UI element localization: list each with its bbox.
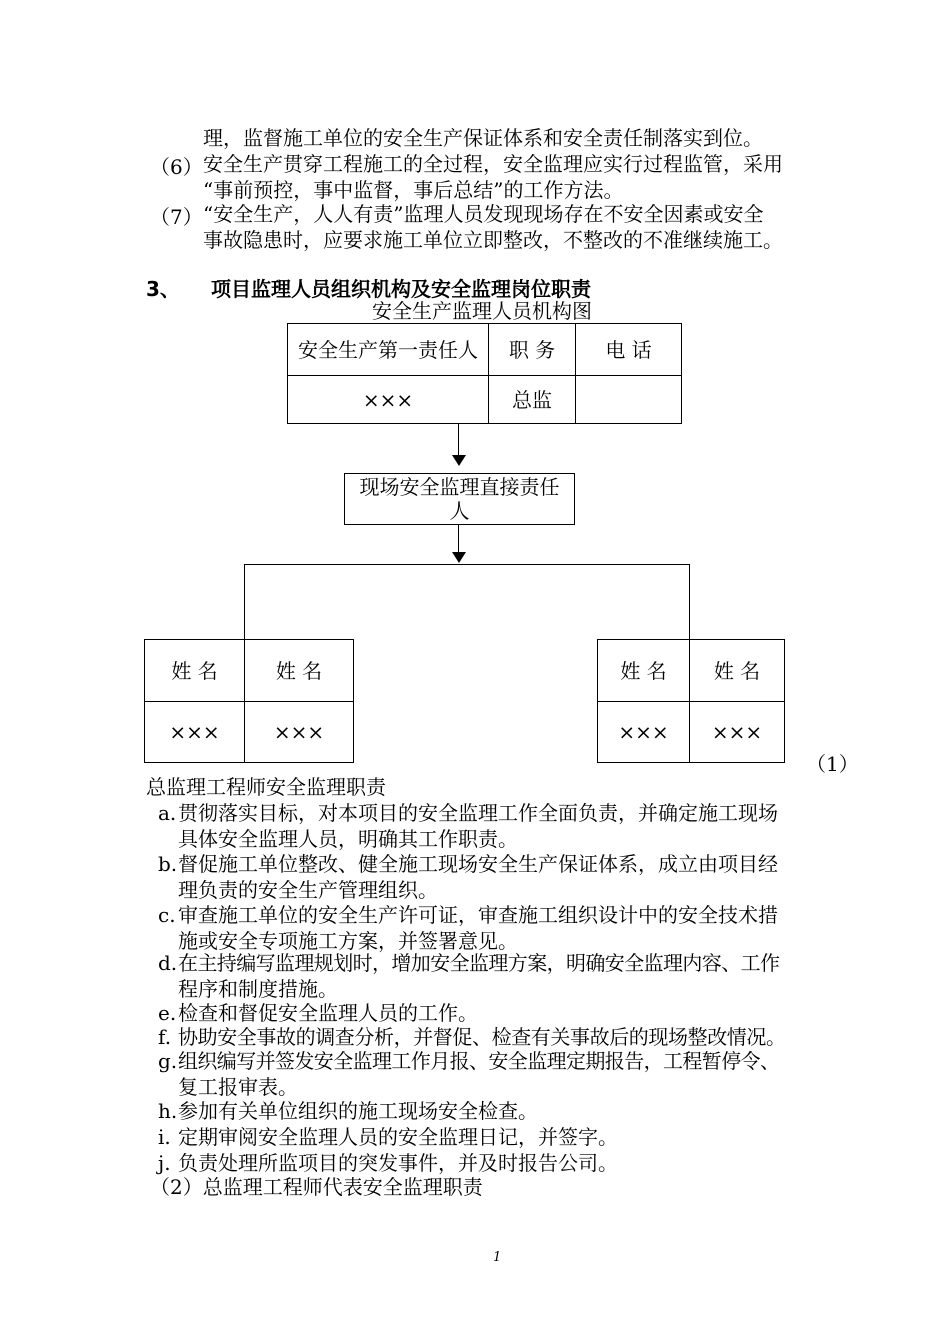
list-item-label: f.: [158, 1025, 172, 1049]
next-section-title: （2）总监理工程师代表安全监理职责: [150, 1175, 483, 1199]
list-item-text: 检查和督促安全监理人员的工作。: [178, 1001, 478, 1025]
header-phone: 电 话: [575, 323, 682, 376]
list-item-label: b.: [158, 852, 178, 876]
item-number: （6）: [150, 155, 203, 179]
staff-name-header: 姓 名: [689, 639, 785, 702]
list-item-text: 负责处理所监项目的突发事件，并及时报告公司。: [178, 1151, 618, 1175]
staff-name-header: 姓 名: [144, 639, 245, 702]
list-item-label: j.: [158, 1151, 171, 1175]
staff-name-value: ×××: [244, 701, 354, 763]
list-item-label: a.: [158, 801, 177, 825]
duties-title: 总监理工程师安全监理职责: [146, 775, 386, 799]
list-item-text: 组织编写并签发安全监理工作月报、安全监理定期报告，工程暂停令、: [178, 1049, 780, 1073]
list-item-label: d.: [158, 951, 178, 975]
intro-line: 事故隐患时，应要求施工单位立即整改，不整改的不准继续施工。: [203, 228, 783, 252]
list-item-text: 督促施工单位整改、健全施工现场安全生产保证体系，成立由项目经: [178, 852, 778, 876]
list-item-text: 贯彻落实目标，对本项目的安全监理工作全面负责，并确定施工现场: [178, 801, 778, 825]
list-item-text: 理负责的安全生产管理组织。: [178, 878, 438, 902]
item-number: （7）: [150, 205, 203, 229]
cell-position: 总监: [488, 375, 576, 424]
list-item-label: i.: [158, 1125, 171, 1149]
header-position: 职 务: [488, 323, 576, 376]
list-item-text: 审查施工单位的安全生产许可证，审查施工组织设计中的安全技术措: [178, 903, 778, 927]
list-item-label: g.: [158, 1049, 178, 1073]
connector-line: [458, 525, 459, 555]
intro-line: 安全生产贯穿工程施工的全过程，安全监理应实行过程监管，采用: [203, 152, 783, 176]
list-item-label: c.: [158, 903, 176, 927]
list-item-label: e.: [158, 1001, 177, 1025]
list-item-text: 定期审阅安全监理人员的安全监理日记，并签字。: [178, 1125, 618, 1149]
list-item-text: 参加有关单位组织的施工现场安全检查。: [178, 1099, 538, 1123]
direct-responsible-box: 现场安全监理直接责任人: [344, 473, 575, 525]
staff-name-value: ×××: [689, 701, 785, 763]
arrow-down-icon: [452, 552, 466, 563]
chart-title: 安全生产监理人员机构图: [372, 299, 592, 323]
list-item-text: 在主持编写监理规划时，增加安全监理方案，明确安全监理内容、工作: [178, 951, 780, 975]
staff-name-header: 姓 名: [244, 639, 354, 702]
list-item-text: 施或安全专项施工方案，并签署意见。: [178, 929, 518, 953]
branch-line-left: [244, 564, 245, 640]
list-item-label: h.: [158, 1099, 178, 1123]
header-first-responsible: 安全生产第一责任人: [287, 323, 489, 376]
page-number: 1: [493, 1250, 502, 1265]
list-item-text: 协助安全事故的调查分析，并督促、检查有关事故后的现场整改情况。: [178, 1025, 786, 1049]
cell-phone: [575, 375, 682, 424]
list-item-text: 具体安全监理人员，明确其工作职责。: [178, 827, 518, 851]
branch-line: [244, 564, 690, 565]
branch-line-right: [689, 564, 690, 640]
staff-name-value: ×××: [597, 701, 690, 763]
section-title: 项目监理人员组织机构及安全监理岗位职责: [211, 277, 591, 301]
intro-line: “安全生产，人人有责”监理人员发现现场存在不安全因素或安全: [203, 202, 764, 226]
cell-name: ×××: [287, 375, 489, 424]
item-number: （1）: [806, 752, 859, 776]
staff-name-header: 姓 名: [597, 639, 690, 702]
list-item-text: 复工报审表。: [178, 1075, 298, 1099]
intro-line: 理，监督施工单位的安全生产保证体系和安全责任制落实到位。: [203, 126, 763, 150]
list-item-text: 程序和制度措施。: [178, 977, 338, 1001]
intro-line: “事前预控，事中监督，事后总结”的工作方法。: [203, 178, 624, 202]
staff-name-value: ×××: [144, 701, 245, 763]
arrow-down-icon: [452, 455, 466, 466]
section-number: 3、: [146, 277, 180, 301]
